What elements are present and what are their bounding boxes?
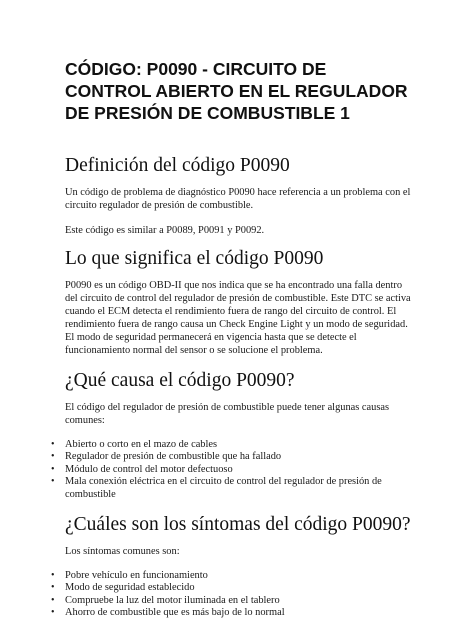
section-heading-definicion: Definición del código P0090	[65, 155, 290, 176]
bullet-icon: •	[51, 439, 55, 450]
bullet-icon: •	[51, 607, 55, 619]
bullet-icon: •	[51, 582, 55, 594]
bullet-icon: •	[51, 476, 55, 488]
bullet-icon: •	[51, 570, 55, 582]
document-title: CÓDIGO: P0090 - CIRCUITO DE CONTROL ABIERTO EN EL REGULADOR DE PRESIÓN DE COMBUSTIBLE 1	[65, 59, 408, 123]
sintomas-intro: Los síntomas comunes son:	[65, 546, 180, 558]
list-item: • Módulo de control del motor defectuoso	[51, 463, 233, 475]
causas-intro: El código del regulador de presión de combustible puede tener algunas causas comunes:	[65, 402, 390, 426]
bullet-icon: •	[51, 463, 55, 475]
section-heading-sintomas: ¿Cuáles son los síntomas del código P0090?	[65, 514, 411, 536]
list-item: • Modo de seguridad establecido	[51, 582, 195, 594]
bullet-icon: •	[51, 451, 55, 463]
list-item: • Compruebe la luz del motor iluminada en el tablero	[51, 594, 280, 606]
list-item: • Mala conexión eléctrica en el circuito de control del regulador de presión de combustible	[51, 476, 382, 500]
section-heading-causas: ¿Qué causa el código P0090?	[65, 370, 295, 391]
list-item: • Ahorro de combustible que es más bajo de lo normal	[51, 607, 285, 619]
section-heading-significado: Lo que significa el código P0090	[65, 248, 324, 269]
list-item: • Abierto o corto en el mazo de cables	[51, 439, 218, 450]
list-item: • Pobre vehículo en funcionamiento	[51, 570, 208, 582]
definicion-paragraph-1: Un código de problema de diagnóstico P0090 hace referencia a un problema con el circuito regulador de presión de combustible.	[65, 187, 411, 211]
list-item: • Regulador de presión de combustible que ha fallado	[51, 451, 282, 463]
definicion-paragraph-2: Este código es similar a P0089, P0091 y P0092.	[65, 225, 265, 236]
causas-list	[51, 439, 414, 501]
sintomas-list	[51, 570, 414, 620]
significado-paragraph: P0090 es un código OBD-II que nos indica que se ha encontrado una falla dentro del circuito de control del regulador de presión de combustible. Este DTC se activa cuando el ECM detecta el rendimiento fuera de rango del circuito de control. El rendimiento fuera de rango causa un Check Engine Light y un modo de seguridad. El modo de seguridad permanecerá en vigencia hasta que se detecte el funcionamiento normal del sensor o se solucione el problema.	[65, 280, 411, 356]
bullet-icon: •	[51, 594, 55, 606]
